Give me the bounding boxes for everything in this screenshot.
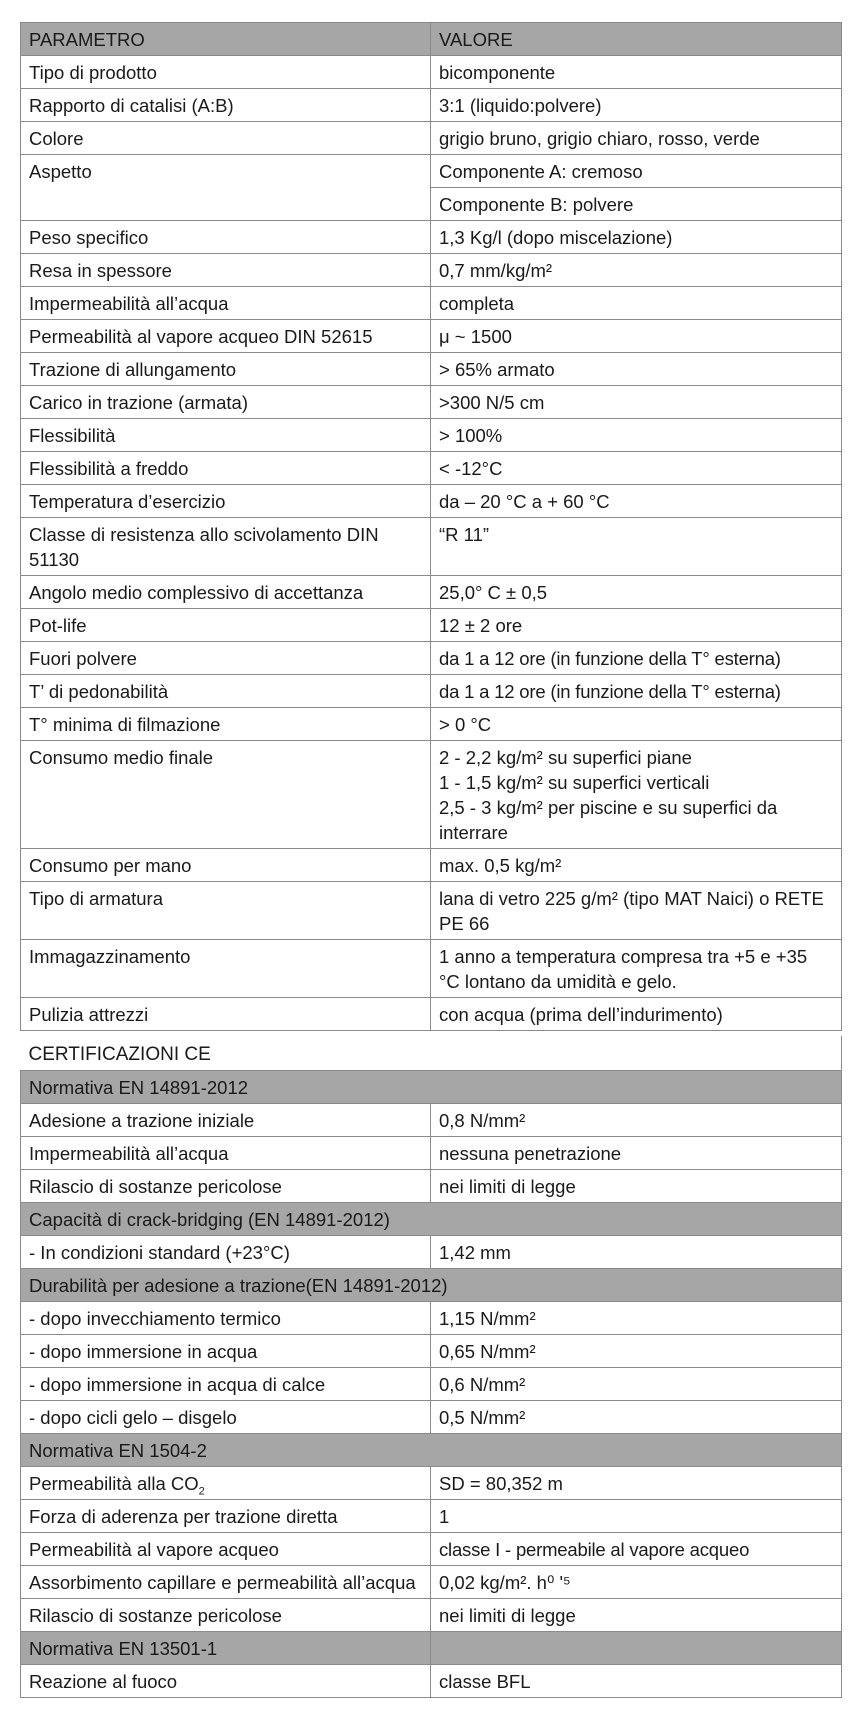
param-cell: Adesione a trazione iniziale	[21, 1104, 431, 1137]
table-row	[21, 882, 842, 940]
param-cell: Flessibilità	[21, 419, 431, 452]
table-row	[21, 1302, 842, 1335]
value-cell: 0,7 mm/kg/m²	[431, 254, 842, 287]
table-row	[21, 940, 842, 998]
value-cell: > 100%	[431, 419, 842, 452]
table-row	[21, 1533, 842, 1566]
param-cell: Colore	[21, 122, 431, 155]
value-cell: > 65% armato	[431, 353, 842, 386]
value-cell: classe BFL	[431, 1665, 842, 1698]
value-cell: max. 0,5 kg/m²	[431, 849, 842, 882]
table-row	[21, 320, 842, 353]
table-row	[21, 122, 842, 155]
value-cell: 0,65 N/mm²	[431, 1335, 842, 1368]
param-cell: Tipo di prodotto	[21, 56, 431, 89]
cert-title: CERTIFICAZIONI CE	[21, 1036, 842, 1071]
section-heading: Normativa EN 13501-1	[21, 1632, 431, 1665]
table-row	[21, 419, 842, 452]
value-cell: da – 20 °C a + 60 °C	[431, 485, 842, 518]
section-row	[21, 1071, 842, 1104]
param-cell: Impermeabilità all’acqua	[21, 1137, 431, 1170]
table-row	[21, 609, 842, 642]
param-cell: Consumo medio finale	[21, 741, 431, 849]
value-cell: 1,42 mm	[431, 1236, 842, 1269]
param-cell: Forza di aderenza per trazione diretta	[21, 1500, 431, 1533]
table-row	[21, 452, 842, 485]
table-row	[21, 642, 842, 675]
param-cell: - dopo immersione in acqua	[21, 1335, 431, 1368]
value-cell: 1,15 N/mm²	[431, 1302, 842, 1335]
section-row	[21, 1632, 842, 1665]
table-row	[21, 849, 842, 882]
table-row	[21, 254, 842, 287]
table-row	[21, 1335, 842, 1368]
value-cell: >300 N/5 cm	[431, 386, 842, 419]
param-cell: - dopo cicli gelo – disgelo	[21, 1401, 431, 1434]
param-cell: Permeabilità al vapore acqueo	[21, 1533, 431, 1566]
table-row	[21, 56, 842, 89]
section-row	[21, 1434, 842, 1467]
param-cell: Fuori polvere	[21, 642, 431, 675]
param-cell: T’ di pedonabilità	[21, 675, 431, 708]
value-cell: 1 anno a temperatura compresa tra +5 e +35 °C lontano da umidità e gelo.	[431, 940, 842, 998]
spec-header-row	[21, 23, 842, 56]
value-cell: 3:1 (liquido:polvere)	[431, 89, 842, 122]
param-cell: - dopo immersione in acqua di calce	[21, 1368, 431, 1401]
table-row	[21, 1137, 842, 1170]
value-cell: > 0 °C	[431, 708, 842, 741]
param-cell: Tipo di armatura	[21, 882, 431, 940]
value-cell: 2 - 2,2 kg/m² su superfici piane 1 - 1,5 kg/m² su superfici verticali 2,5 - 3 kg/m² per piscine e su superfici da interrare	[431, 741, 842, 849]
section-heading: Normativa EN 14891-2012	[21, 1071, 842, 1104]
value-cell: 0,02 kg/m². h⁰ ʹ⁵	[431, 1566, 842, 1599]
param-cell: - In condizioni standard (+23°C)	[21, 1236, 431, 1269]
value-cell: classe I - permeabile al vapore acqueo	[431, 1533, 842, 1566]
param-cell: Permeabilità al vapore acqueo DIN 52615	[21, 320, 431, 353]
table-row	[21, 741, 842, 849]
param-cell: Resa in spessore	[21, 254, 431, 287]
table-row	[21, 386, 842, 419]
value-cell: completa	[431, 287, 842, 320]
table-row	[21, 1104, 842, 1137]
table-row	[21, 89, 842, 122]
param-cell: Rilascio di sostanze pericolose	[21, 1170, 431, 1203]
co2-subscript: 2	[198, 1485, 205, 1498]
section-heading-empty	[431, 1632, 842, 1665]
param-cell: T° minima di filmazione	[21, 708, 431, 741]
table-row	[21, 1467, 842, 1500]
value-cell: “R 11”	[431, 518, 842, 576]
param-cell: Angolo medio complessivo di accettanza	[21, 576, 431, 609]
param-cell: Impermeabilità all’acqua	[21, 287, 431, 320]
table-row	[21, 1566, 842, 1599]
header-value: VALORE	[431, 23, 842, 56]
value-cell: grigio bruno, grigio chiaro, rosso, verde	[431, 122, 842, 155]
value-cell: μ ~ 1500	[431, 320, 842, 353]
table-row	[21, 287, 842, 320]
value-cell: con acqua (prima dell’indurimento)	[431, 998, 842, 1031]
value-cell: da 1 a 12 ore (in funzione della T° esterna)	[431, 675, 842, 708]
cert-table	[20, 1036, 842, 1698]
value-cell: nei limiti di legge	[431, 1599, 842, 1632]
table-row	[21, 485, 842, 518]
value-cell: Componente A: cremoso	[431, 155, 842, 188]
table-row	[21, 998, 842, 1031]
table-row	[21, 1368, 842, 1401]
table-row	[21, 1236, 842, 1269]
param-cell: Aspetto	[21, 155, 431, 221]
table-row	[21, 708, 842, 741]
co2-label: Permeabilità alla CO	[29, 1473, 199, 1494]
table-row	[21, 518, 842, 576]
value-cell: lana di vetro 225 g/m² (tipo MAT Naici) o RETE PE 66	[431, 882, 842, 940]
param-cell: Rilascio di sostanze pericolose	[21, 1599, 431, 1632]
value-cell: Componente B: polvere	[431, 188, 842, 221]
param-cell: Flessibilità a freddo	[21, 452, 431, 485]
value-cell: 0,6 N/mm²	[431, 1368, 842, 1401]
table-row	[21, 675, 842, 708]
value-cell: nessuna penetrazione	[431, 1137, 842, 1170]
section-row	[21, 1269, 842, 1302]
param-cell	[21, 1467, 431, 1500]
value-cell: nei limiti di legge	[431, 1170, 842, 1203]
param-cell: - dopo invecchiamento termico	[21, 1302, 431, 1335]
table-row	[21, 353, 842, 386]
param-cell: Trazione di allungamento	[21, 353, 431, 386]
cert-title-row	[21, 1036, 842, 1071]
table-row	[21, 1599, 842, 1632]
section-heading: Durabilità per adesione a trazione(EN 14891-2012)	[21, 1269, 842, 1302]
param-cell: Reazione al fuoco	[21, 1665, 431, 1698]
value-cell: 1,3 Kg/l (dopo miscelazione)	[431, 221, 842, 254]
value-cell: 12 ± 2 ore	[431, 609, 842, 642]
param-cell: Peso specifico	[21, 221, 431, 254]
param-cell: Pulizia attrezzi	[21, 998, 431, 1031]
param-cell: Consumo per mano	[21, 849, 431, 882]
spec-table	[20, 22, 842, 1031]
param-cell: Rapporto di catalisi (A:B)	[21, 89, 431, 122]
section-heading: Capacità di crack-bridging (EN 14891-2012)	[21, 1203, 842, 1236]
value-cell: 0,5 N/mm²	[431, 1401, 842, 1434]
header-param: PARAMETRO	[21, 23, 431, 56]
param-cell: Immagazzinamento	[21, 940, 431, 998]
value-cell: bicomponente	[431, 56, 842, 89]
param-cell: Temperatura d’esercizio	[21, 485, 431, 518]
param-cell: Assorbimento capillare e permeabilità all’acqua	[21, 1566, 431, 1599]
table-row	[21, 1401, 842, 1434]
table-row	[21, 221, 842, 254]
table-row	[21, 1500, 842, 1533]
table-row	[21, 1170, 842, 1203]
table-row	[21, 576, 842, 609]
param-cell: Pot-life	[21, 609, 431, 642]
param-cell: Carico in trazione (armata)	[21, 386, 431, 419]
table-row	[21, 155, 842, 188]
value-cell: 25,0° C ± 0,5	[431, 576, 842, 609]
table-row	[21, 1665, 842, 1698]
value-cell: 1	[431, 1500, 842, 1533]
param-cell: Classe di resistenza allo scivolamento DIN 51130	[21, 518, 431, 576]
value-cell: 0,8 N/mm²	[431, 1104, 842, 1137]
value-cell: SD = 80,352 m	[431, 1467, 842, 1500]
section-row	[21, 1203, 842, 1236]
section-heading: Normativa EN 1504-2	[21, 1434, 842, 1467]
value-cell: < -12°C	[431, 452, 842, 485]
value-cell: da 1 a 12 ore (in funzione della T° esterna)	[431, 642, 842, 675]
